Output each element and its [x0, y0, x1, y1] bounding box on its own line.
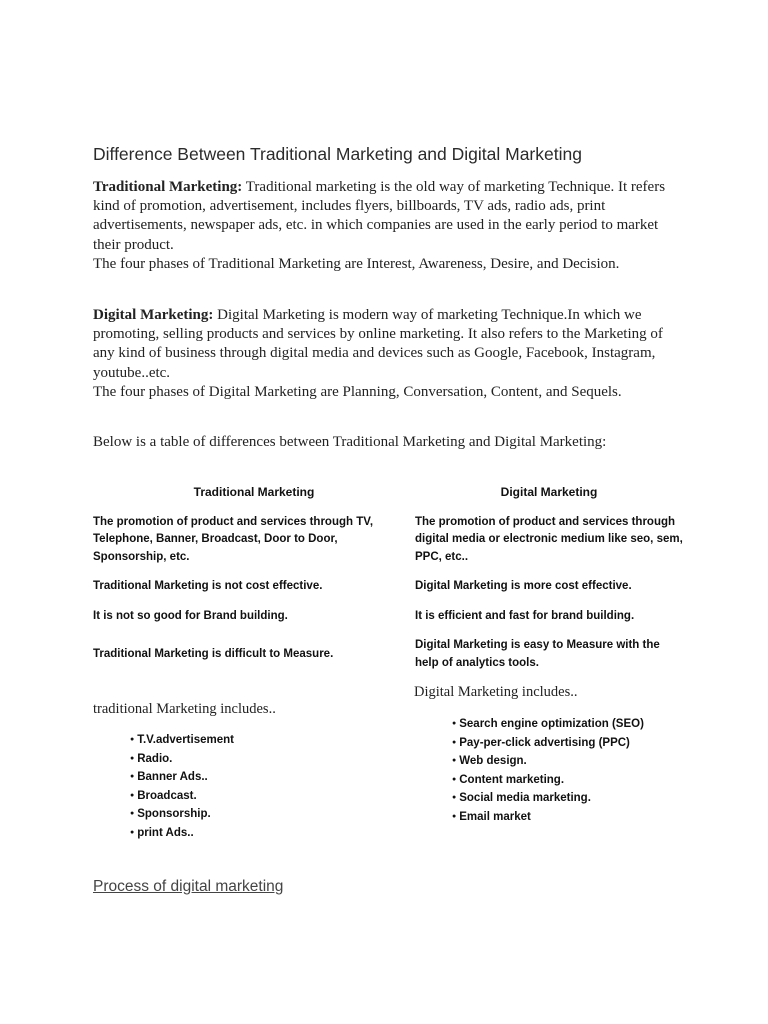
digital-phases-text: The four phases of Digital Marketing are Planning, Conversation, Content, and Sequels.	[93, 383, 622, 400]
list-item: ● Radio.	[130, 751, 234, 770]
digital-includes-heading: Digital Marketing includes..	[414, 684, 578, 700]
list-item: ● Broadcast.	[130, 788, 234, 807]
list-item: ● Web design.	[452, 753, 644, 772]
digital-marketing-paragraph	[93, 306, 673, 402]
list-item: ● T.V.advertisement	[130, 732, 234, 751]
table-cell-traditional: It is not so good for Brand building.	[93, 609, 288, 622]
list-item: ● Search engine optimization (SEO)	[452, 716, 644, 735]
digital-marketing-label: Digital Marketing:	[93, 307, 214, 323]
list-item: ● Social media marketing.	[452, 790, 644, 809]
process-of-digital-marketing-heading: Process of digital marketing	[93, 878, 284, 895]
traditional-phases-text: The four phases of Traditional Marketing are Interest, Awareness, Desire, and Decision.	[93, 255, 620, 272]
table-cell-digital: It is efficient and fast for brand building.	[415, 609, 635, 622]
traditional-marketing-paragraph	[93, 178, 673, 274]
table-cell-digital: Digital Marketing is easy to Measure with the help of analytics tools.	[415, 639, 660, 669]
list-item: ● Banner Ads..	[130, 769, 234, 788]
table-row	[93, 608, 683, 638]
page-title: Difference Between Traditional Marketing and Digital Marketing	[93, 144, 582, 164]
list-item: ● Sponsorship.	[130, 806, 234, 825]
table-row	[93, 637, 683, 684]
list-item: ● Content marketing.	[452, 772, 644, 791]
table-cell-traditional: Traditional Marketing is not cost effective.	[93, 580, 323, 592]
traditional-marketing-label: Traditional Marketing:	[93, 179, 243, 195]
list-item: ● print Ads..	[130, 825, 234, 844]
table-row	[93, 578, 683, 608]
digital-includes-list	[452, 716, 644, 827]
table-cell-digital: Digital Marketing is more cost effective.	[415, 580, 632, 592]
table-header-digital: Digital Marketing	[500, 485, 598, 499]
table-cell-digital: The promotion of product and services through digital media or electronic medium like seo, sem, PPC, etc..	[415, 515, 683, 563]
traditional-marketing-text: Traditional marketing is the old way of marketing Technique. It refers kind of promotion, advertisement, includes flyers, billboards, TV ads, radio ads, print advertisements, newspaper ads, etc. in which companies are used in the early period to market their product.	[93, 179, 666, 253]
table-intro: Below is a table of differences between Traditional Marketing and Digital Marketing:	[93, 434, 607, 450]
table-cell-traditional: The promotion of product and services through TV, Telephone, Banner, Broadcast, Door to Door, Sponsorship, etc.	[93, 515, 374, 563]
table-row	[93, 514, 683, 579]
digital-marketing-text: Digital Marketing is modern way of marketing Technique.In which we promoting, selling products and services by online marketing. It also refers to the Marketing of any kind of business through digital media and devices such as Google, Facebook, Instagram, youtube..etc.	[93, 307, 663, 381]
traditional-includes-list	[130, 732, 234, 843]
table-cell-traditional: Traditional Marketing is difficult to Measure.	[93, 647, 334, 660]
table-header-traditional: Traditional Marketing	[193, 485, 315, 499]
traditional-includes-heading: traditional Marketing includes..	[93, 701, 276, 717]
list-item: ● Pay-per-click advertising (PPC)	[452, 735, 644, 754]
differences-table	[93, 484, 683, 684]
table-header-row	[93, 484, 683, 514]
list-item: ● Email market	[452, 809, 644, 828]
